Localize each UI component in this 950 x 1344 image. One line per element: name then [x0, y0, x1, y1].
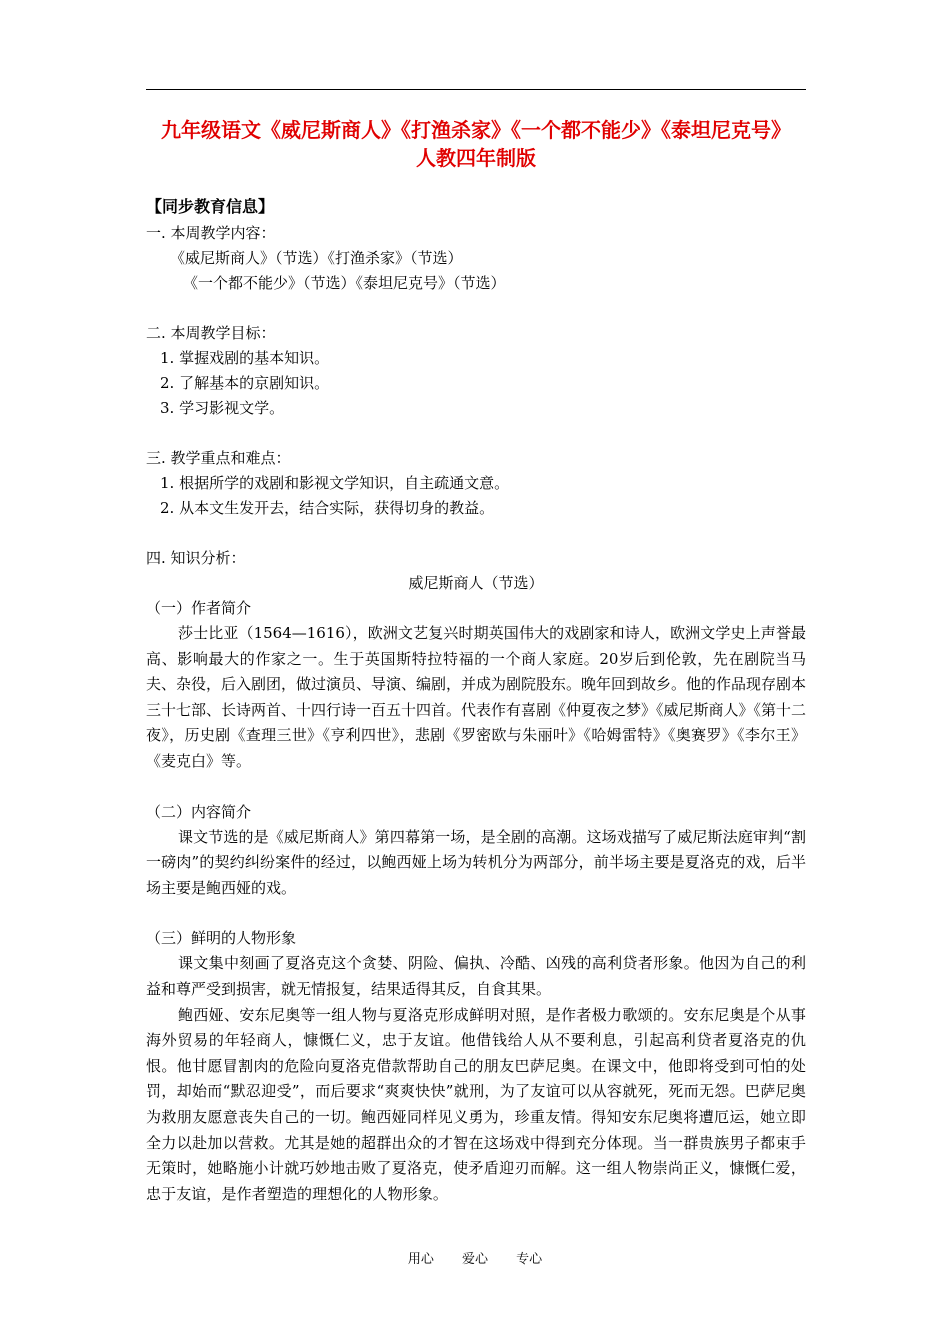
- sync-info-heading: 【同步教育信息】: [146, 197, 275, 216]
- footer-text: 用心: [407, 1252, 434, 1267]
- section-1-item: 《一个都不能少》（节选）《泰坦尼克号》（节选）: [183, 274, 506, 292]
- section-2-heading: 二. 本周教学目标：: [146, 324, 276, 342]
- section-4-subtitle: 威尼斯商人（节选）: [408, 574, 544, 592]
- section-3-item: 2. 从本文生发开去，结合实际，获得切身的教益。: [160, 499, 495, 517]
- section-1-item: 《威尼斯商人》（节选）《打渔杀家》（节选）: [170, 249, 463, 267]
- part-1-heading: （一）作者简介: [146, 599, 252, 617]
- document-body: [146, 193, 806, 1207]
- part-3-paragraph: 课文集中刻画了夏洛克这个贪婪、阴险、偏执、冷酷、凶残的高利贷者形象。他因为自己的利益和尊严受到损害，就无情报复，结果适得其反，自食其果。: [146, 954, 806, 998]
- document-title: [146, 116, 806, 172]
- top-rule: [146, 89, 806, 90]
- part-3-heading: （三）鲜明的人物形象: [146, 929, 297, 948]
- section-3-item: 1. 根据所学的戏剧和影视文学知识，自主疏通文意。: [160, 474, 510, 492]
- section-3-heading: 三. 教学重点和难点：: [146, 449, 291, 467]
- title-line-2: 人教四年制版: [416, 146, 536, 170]
- footer-text: 专心: [516, 1252, 543, 1267]
- part-1-paragraph: 莎士比亚（1564—1616），欧洲文艺复兴时期英国伟大的戏剧家和诗人，欧洲文学史上声誉最高、影响最大的作家之一。生于英国斯特拉特福的一个商人家庭。20岁后到伦敦，先在剧院当马夫、杂役，后入剧团，做过演员、导演、编剧，并成为剧院股东。晚年回到故乡。他的作品现存剧本三十七部、长诗两首、十四行诗一百五十四首。代表作有喜剧《仲夏夜之梦》《威尼斯商人》《第十二夜》，历史剧《查理三世》《亨利四世》，悲剧《罗密欧与朱丽叶》《哈姆雷特》《奥赛罗》《李尔王》《麦克白》等。: [146, 624, 807, 770]
- part-3-paragraph: 鲍西娅、安东尼奥等一组人物与夏洛克形成鲜明对照，是作者极力歌颂的。安东尼奥是个从事海外贸易的年轻商人，慷慨仁义，忠于友谊。他借钱给人从不要利息，引起高利贷者夏洛克的仇恨。他甘愿冒割肉的危险向夏洛克借款帮助自己的朋友巴萨尼奥。在课文中，他即将受到可怕的处罚，却始而“默忍迎受”，而后要求“爽爽快快”就刑，为了友谊可以从容就死，死而无怨。巴萨尼奥为救朋友愿意丧失自己的一切。鲍西娅同样见义勇为，珍重友情。得知安东尼奥将遭厄运，她立即全力以赴加以营救。尤其是她的超群出众的才智在这场戏中得到充分体现。当一群贵族男子都束手无策时，她略施小计就巧妙地击败了夏洛克，使矛盾迎刃而解。这一组人物崇尚正义，慷慨仁爱，忠于友谊，是作者塑造的理想化的人物形象。: [146, 1005, 806, 1203]
- page-footer: [0, 1248, 950, 1267]
- section-2-item: 1. 掌握戏剧的基本知识。: [160, 349, 330, 367]
- footer-text: 爱心: [461, 1252, 488, 1267]
- title-line-1: 九年级语文《威尼斯商人》《打渔杀家》《一个都不能少》《泰坦尼克号》: [161, 118, 791, 142]
- part-2-heading: （二）内容简介: [146, 802, 252, 821]
- section-4-heading: 四. 知识分析：: [146, 549, 246, 567]
- part-2-paragraph: 课文节选的是《威尼斯商人》第四幕第一场，是全剧的高潮。这场戏描写了威尼斯法庭审判“割一磅肉”的契约纠纷案件的经过，以鲍西娅上场为转机分为两部分，前半场主要是夏洛克的戏，后半场主要是鲍西娅的戏。: [146, 827, 806, 897]
- section-2-item: 2. 了解基本的京剧知识。: [160, 374, 330, 392]
- section-1-heading: 一. 本周教学内容：: [146, 224, 276, 242]
- section-2-item: 3. 学习影视文学。: [160, 399, 285, 417]
